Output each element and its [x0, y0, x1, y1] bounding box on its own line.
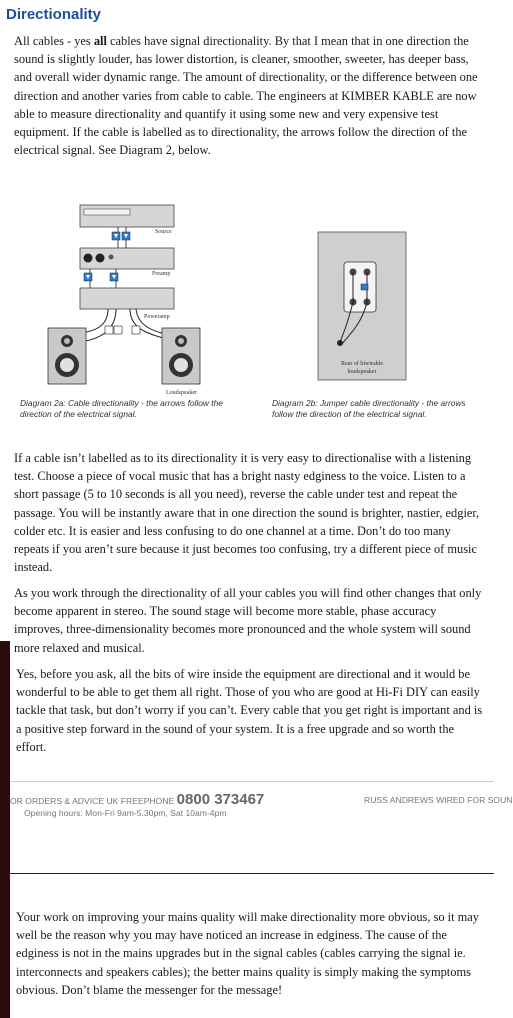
opening-hours: Opening hours: Mon-Fri 9am-5.30pm, Sat 10am-4pm — [24, 808, 227, 818]
source-label: Source — [155, 229, 172, 235]
loudspeaker-right — [162, 328, 200, 384]
source-unit — [80, 205, 174, 235]
paragraph-stereo-changes: As you work through the directionality of all your cables you will find other changes that only become apparent in stereo. The sound stage will become more stable, phase accuracy improves, three-dimensionality becomes more pronounced and the whole system will sound more relaxed and musical. — [14, 586, 482, 655]
paragraph-internal-wiring: Yes, before you ask, all the bits of wire inside the equipment are directional and it would be wonderful to be able to get them all right. Those of you who are good at Hi-Fi DIY can easily tackle that task, but don’t worry if you can’t. Every cable that you get right is important and is a positive step forward in the sound of your system. It is a free upgrade and so worth the effort. — [16, 667, 483, 754]
caption-diagram-2b: Diagram 2b: Jumper cable directionality - the arrows follow the direction of the electrical signal. — [272, 398, 466, 419]
biwire-label-line-2: loudspeaker — [347, 369, 377, 375]
paragraph-listening-test: If a cable isn’t labelled as to its directionality it is very easy to directionalise with a listening test. Choose a piece of vocal music that has a bright nasty edginess to the voice. Listen to a short passage (5 to 10 seconds is all you need), reverse the cable under test and repeat the passage. You will be instantly aware that in one direction the sound is brighter, nastier, edgier, colder etc. It is easier and less confusing to do one channel at a time. Don’t do too many repeats if you aren’t sure because it just becomes too confusing, try a different piece of music instead. — [14, 451, 480, 575]
jumper-arrow-marker — [361, 284, 368, 290]
speaker-arrow-markers — [105, 326, 140, 334]
page-divider — [10, 873, 494, 874]
footer-brand: RUSS ANDREWS WIRED FOR SOUN — [364, 795, 513, 805]
diagram-cable-directionality — [44, 202, 197, 397]
poweramp-unit — [80, 288, 174, 320]
freephone-number[interactable]: 0800 373467 — [176, 791, 265, 808]
loudspeaker-left — [48, 328, 86, 384]
loudspeaker-label: Loudspeaker — [166, 390, 197, 396]
caption-diagram-2a: Diagram 2a: Cable directionality - the arrows follow the direction of the electrical signal. — [20, 398, 223, 419]
preamp-unit — [80, 248, 174, 277]
terminal-plate — [344, 262, 376, 312]
intro-emphasis: all — [93, 34, 107, 48]
footer-divider — [10, 781, 494, 782]
poweramp-label: Poweramp — [144, 314, 170, 320]
preamp-label: Preamp — [152, 271, 171, 277]
diagram-jumper-directionality — [318, 232, 408, 382]
paragraph-intro — [14, 32, 482, 159]
paragraph-mains-quality: Your work on improving your mains quality will make directionality more obvious, so it may well be the reason why you may have noticed an increase in edginess. The cause of the edginess is not in the mains upgrades but in the signal cables (cables carrying the signal ie. interconnects and speakers cables); the better mains quality is simply making the symptoms obvious. Don’t blame the messenger for the message! — [16, 910, 479, 997]
footer-orders — [10, 791, 264, 808]
biwire-label-line-1: Rear of biwirable — [341, 361, 383, 367]
intro-text-rest: cables have signal directionality. By that I mean that in one direction the sound is slightly louder, has lower distortion, is cleaner, smoother, sweeter, has deeper bass, and overall wider dynamic range. The amount of directionality, or the difference between one direction and another varies from cable to cable. The engineers at KIMBER KABLE are now able to measure directionality and quantify it using some new and very expensive test equipment. If the cable is labelled as to directionality, the arrows follow the direction of the electrical signal. See Diagram 2, below. — [14, 34, 478, 158]
section-heading: Directionality — [6, 6, 102, 23]
orders-label: OR ORDERS & ADVICE UK FREEPHONE — [10, 796, 175, 806]
cable-plug — [337, 340, 343, 346]
intro-text-start: All cables - yes — [14, 34, 94, 48]
sidebar-bar — [0, 641, 10, 1018]
